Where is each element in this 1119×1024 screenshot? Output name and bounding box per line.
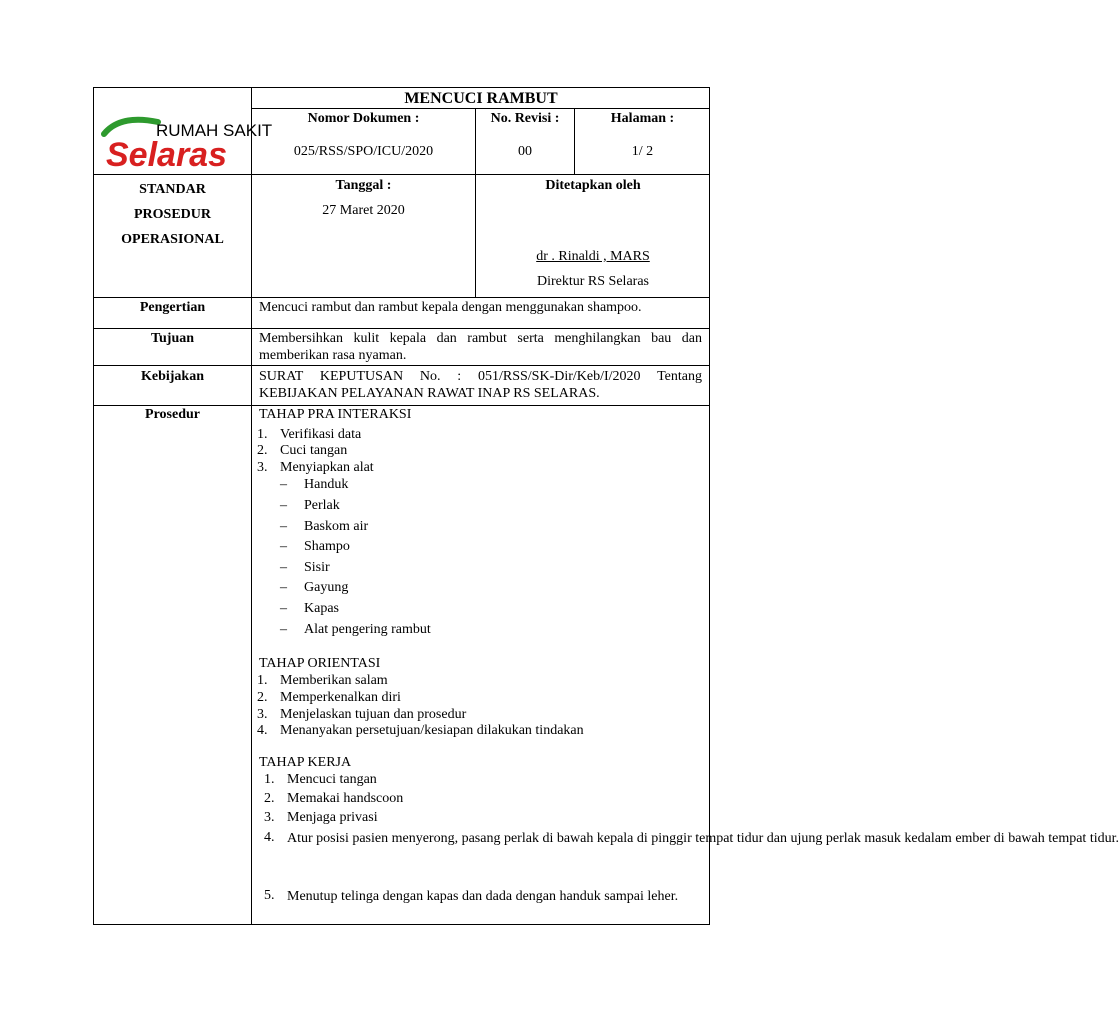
prosedur-label: Prosedur xyxy=(145,407,200,422)
dash-bullet: – xyxy=(280,519,287,534)
pengertian-text: Mencuci rambut dan rambut kepala dengan menggunakan shampoo. xyxy=(259,300,642,315)
pengertian-label: Pengertian xyxy=(139,300,206,315)
halaman-value: 1/ 2 xyxy=(631,144,654,159)
divider xyxy=(94,365,710,366)
kerja-heading: TAHAP KERJA xyxy=(259,755,352,770)
list-item: Baskom air xyxy=(304,519,369,534)
pra-interaksi-heading: TAHAP PRA INTERAKSI xyxy=(259,407,412,422)
list-number: 4. xyxy=(257,723,268,738)
nomor-value: 025/RSS/SPO/ICU/2020 xyxy=(293,144,434,159)
logo-line2: Selaras xyxy=(106,136,227,174)
list-item: Menutup telinga dengan kapas dan dada dengan handuk sampai leher. xyxy=(287,889,679,904)
dash-bullet: – xyxy=(280,498,287,513)
tanggal-value: 27 Maret 2020 xyxy=(322,203,405,218)
list-item: Kapas xyxy=(304,601,339,616)
dash-bullet: – xyxy=(280,580,287,595)
tujuan-label: Tujuan xyxy=(150,331,195,346)
list-item: Sisir xyxy=(304,560,330,575)
list-number: 3. xyxy=(257,460,268,475)
list-item: Verifikasi data xyxy=(280,427,362,442)
list-number: 2. xyxy=(257,690,268,705)
list-number: 1. xyxy=(257,673,268,688)
list-number: 1. xyxy=(257,427,268,442)
list-item: Shampo xyxy=(304,539,350,554)
list-item: Mencuci tangan xyxy=(287,772,377,787)
divider xyxy=(94,328,710,329)
list-item: Cuci tangan xyxy=(280,443,348,458)
list-item: Perlak xyxy=(304,498,340,513)
spo-line3: OPERASIONAL xyxy=(121,232,224,247)
sop-document xyxy=(93,87,1119,925)
list-item: Alat pengering rambut xyxy=(304,622,431,637)
list-item: Menanyakan persetujuan/kesiapan dilakukan tindakan xyxy=(280,723,584,738)
list-item: Menjelaskan tujuan dan prosedur xyxy=(280,707,467,722)
list-item: Memberikan salam xyxy=(280,673,388,688)
list-number: 5. xyxy=(264,888,275,903)
divider xyxy=(475,108,476,297)
divider xyxy=(94,174,710,175)
list-number: 2. xyxy=(257,443,268,458)
dash-bullet: – xyxy=(280,560,287,575)
dash-bullet: – xyxy=(280,477,287,492)
signatory-name: dr . Rinaldi , MARS xyxy=(536,249,650,264)
signatory-position: Direktur RS Selaras xyxy=(537,274,649,289)
list-item: Memakai handscoon xyxy=(287,791,404,806)
dash-bullet: – xyxy=(280,539,287,554)
revisi-label: No. Revisi : xyxy=(490,111,560,126)
list-item: Atur posisi pasien menyerong, pasang perlak di bawah kepala di pinggir tempat tidur dan ujung perlak masuk kedalam ember di bawah tempat tidur. xyxy=(287,831,1119,846)
spo-line2: PROSEDUR xyxy=(133,207,211,222)
list-item: Menyiapkan alat xyxy=(280,460,374,475)
divider xyxy=(251,108,710,109)
list-item: Memperkenalkan diri xyxy=(280,690,401,705)
list-item: Handuk xyxy=(304,477,349,492)
ditetapkan-label: Ditetapkan oleh xyxy=(545,178,641,193)
list-number: 1. xyxy=(264,772,275,787)
rs-selaras-logo xyxy=(100,110,273,174)
logo-line1: RUMAH SAKIT xyxy=(156,121,273,140)
revisi-value: 00 xyxy=(518,144,532,159)
document-title: MENCUCI RAMBUT xyxy=(404,90,558,107)
spo-line1: STANDAR xyxy=(139,182,206,197)
list-item: Menjaga privasi xyxy=(287,810,378,825)
orientasi-heading: TAHAP ORIENTASI xyxy=(259,656,381,671)
kebijakan-label: Kebijakan xyxy=(140,369,204,384)
dash-bullet: – xyxy=(280,601,287,616)
tanggal-label: Tanggal : xyxy=(335,178,392,193)
dash-bullet: – xyxy=(280,622,287,637)
list-item: Gayung xyxy=(304,580,349,595)
kebijakan-text: SURAT KEPUTUSAN No. : 051/RSS/SK-Dir/Keb/I/2020 Tentang KEBIJAKAN PELAYANAN RAWAT INAP RS SELARAS. xyxy=(259,369,702,401)
divider xyxy=(94,297,710,298)
nomor-label: Nomor Dokumen : xyxy=(307,111,420,126)
halaman-label: Halaman : xyxy=(610,111,675,126)
list-number: 3. xyxy=(264,810,275,825)
list-number: 4. xyxy=(264,830,275,845)
tujuan-text: Membersihkan kulit kepala dan rambut serta menghilangkan bau dan memberikan rasa nyaman. xyxy=(259,331,702,363)
list-number: 3. xyxy=(257,707,268,722)
list-number: 2. xyxy=(264,791,275,806)
